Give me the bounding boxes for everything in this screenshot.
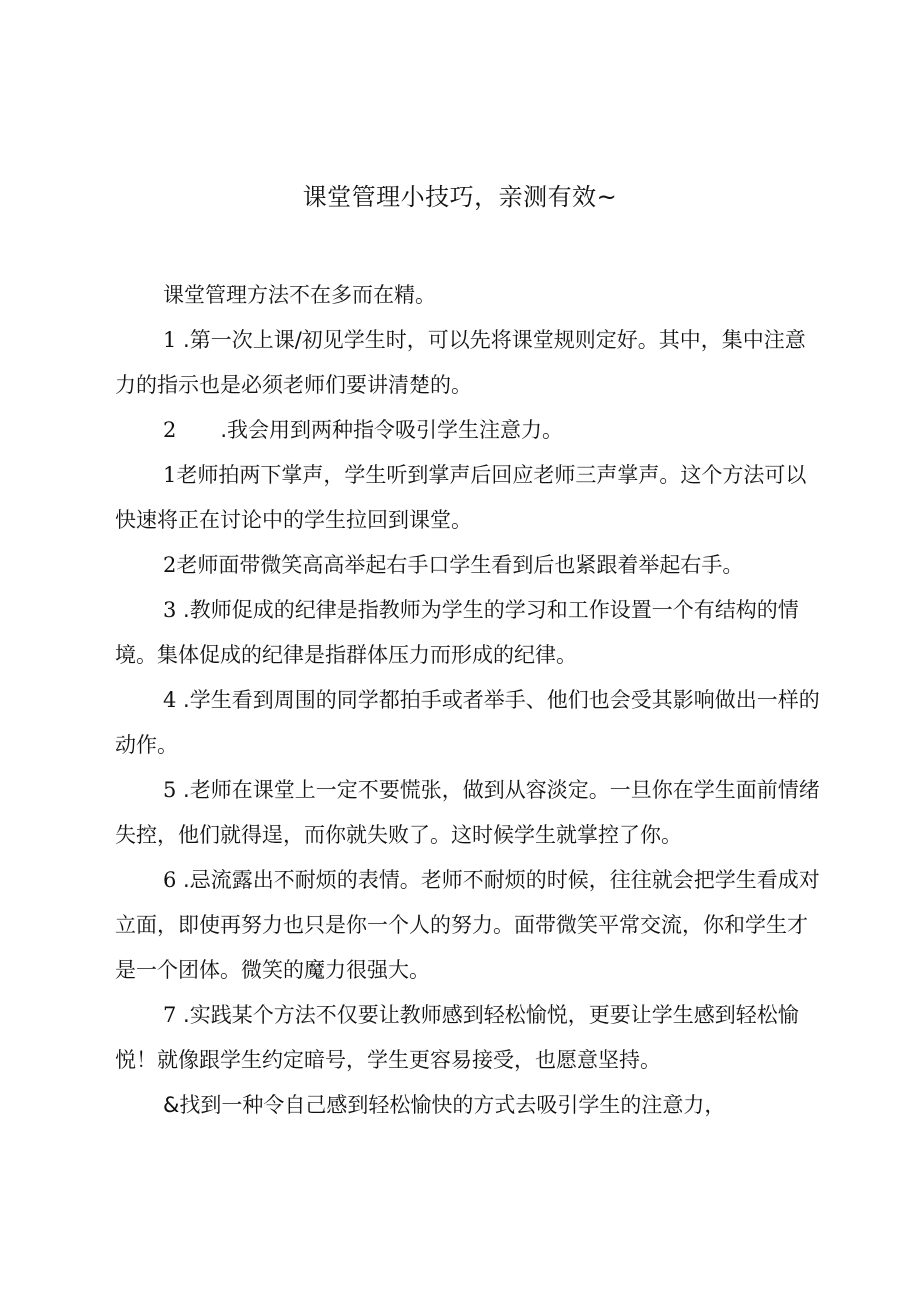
paragraph-text: .忌流露出不耐烦的表情。老师不耐烦的时候，往往就会把学生看成对立面，即使再努力也只是你一个人的努力。面带微笑平常交流，你和学生才是一个团体。微笑的魔力很强大。 (115, 868, 820, 982)
paragraph-number: 1 (163, 328, 177, 352)
paragraph-text: .学生看到周围的同学都拍手或者举手、他们也会受其影响做出一样的动作。 (115, 688, 820, 757)
paragraph-item-6 (115, 858, 820, 993)
paragraph-item-7 (115, 993, 820, 1083)
paragraph-item-2 (115, 408, 820, 453)
paragraph-sub-2 (115, 543, 820, 588)
paragraph-item-5 (115, 768, 820, 858)
paragraph-number: 7 (163, 1003, 177, 1027)
paragraph-number: 2 (163, 418, 177, 442)
paragraph-number: 6 (163, 868, 177, 892)
paragraph-sub-1 (115, 453, 820, 543)
paragraph-text: .第一次上课/初见学生时，可以先将课堂规则定好。其中，集中注意力的指示也是必须老师们要讲清楚的。 (115, 328, 806, 397)
paragraph-number: 5 (163, 778, 177, 802)
paragraph-text: .教师促成的纪律是指教师为学生的学习和工作设置一个有结构的情境。集体促成的纪律是指群体压力而形成的纪律。 (115, 598, 799, 667)
paragraph-text: 老师面带微笑高高举起右手口学生看到后也紧跟着举起右手。 (176, 553, 744, 577)
paragraph-item-3 (115, 588, 820, 678)
paragraph-number: 1 (163, 463, 177, 487)
paragraph-intro (115, 273, 820, 318)
paragraph-item-4 (115, 678, 820, 768)
paragraph-text: .实践某个方法不仅要让教师感到轻松愉悦，更要让学生感到轻松愉悦！就像跟学生约定暗号，学生更容易接受，也愿意坚持。 (115, 1003, 799, 1072)
paragraph-text: .老师在课堂上一定不要慌张，做到从容淡定。一旦你在学生面前情绪失控，他们就得逞，而你就失败了。这时候学生就掌控了你。 (115, 778, 820, 847)
paragraph-item-8 (115, 1083, 820, 1128)
paragraph-text: 课堂管理方法不在多而在精。 (163, 283, 436, 307)
document-body (115, 273, 820, 1128)
paragraph-number: 3 (163, 598, 177, 622)
paragraph-number: 2 (163, 553, 177, 577)
document-title: 课堂管理小技巧，亲测有效~ (302, 183, 618, 211)
paragraph-number: 4 (163, 688, 177, 712)
paragraph-text: &找到一种令自己感到轻松愉快的方式去吸引学生的注意力， (163, 1093, 726, 1117)
paragraph-item-1 (115, 318, 820, 408)
paragraph-text: .我会用到两种指令吸引学生注意力。 (220, 418, 564, 442)
paragraph-text: 老师拍两下掌声，学生听到掌声后回应老师三声掌声。这个方法可以快速将正在讨论中的学生拉回到课堂。 (115, 463, 807, 532)
